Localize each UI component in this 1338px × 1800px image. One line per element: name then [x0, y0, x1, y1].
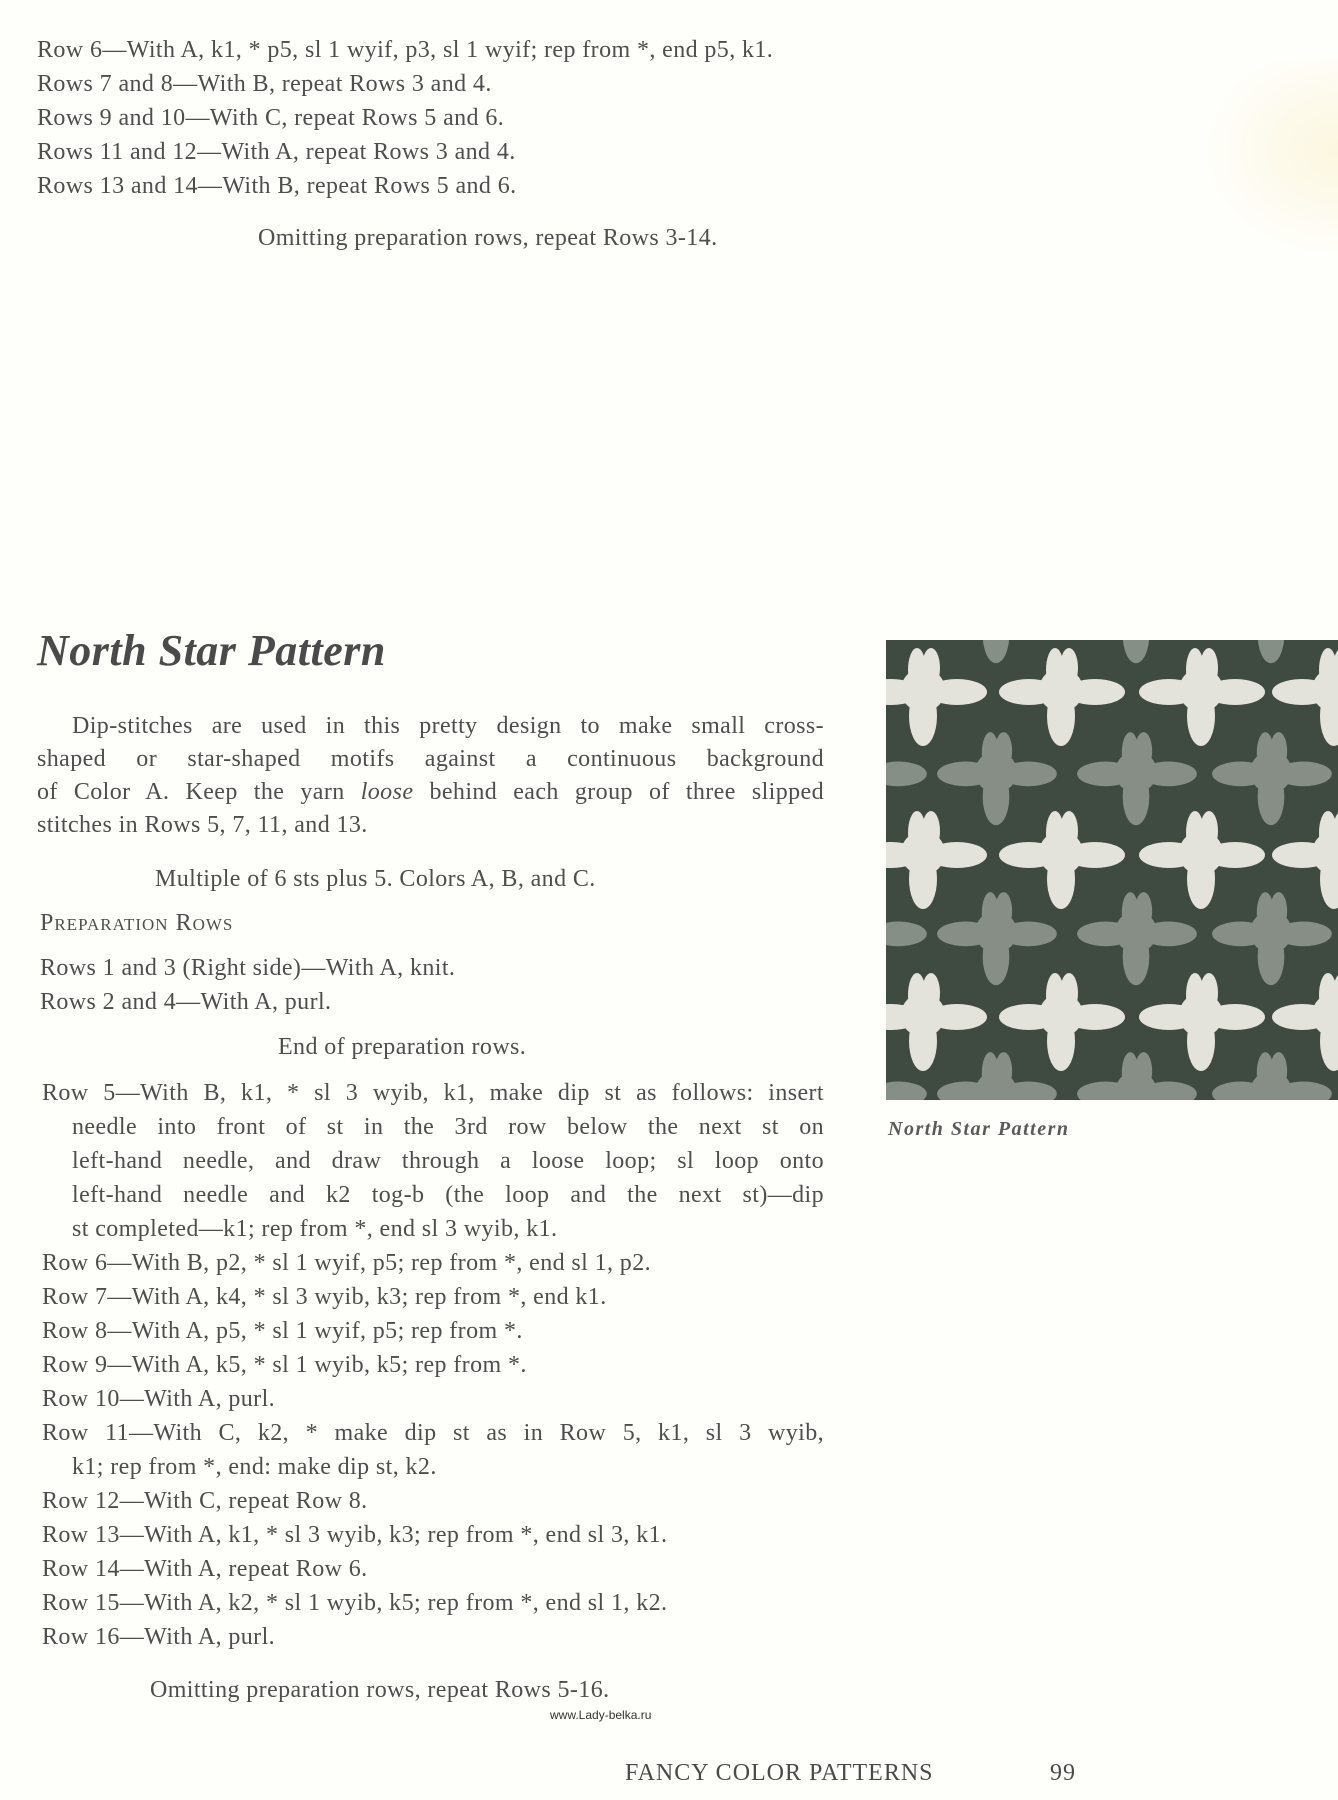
- intro-line: stitches in Rows 5, 7, 11, and 13.: [37, 812, 368, 838]
- intro-line: Dip-stitches are used in this pretty design to make small cross-: [72, 713, 824, 739]
- intro-line: shaped or star-shaped motifs against a continuous background: [37, 746, 824, 772]
- repeat-note: Omitting preparation rows, repeat Rows 3-14.: [258, 225, 718, 251]
- instruction-line: Row 6—With A, k1, * p5, sl 1 wyif, p3, sl 1 wyif; rep from *, end p5, k1.: [37, 37, 774, 63]
- preparation-row: Rows 1 and 3 (Right side)—With A, knit.: [40, 955, 456, 981]
- preparation-end-note: End of preparation rows.: [278, 1034, 527, 1060]
- row-line: Row 15—With A, k2, * sl 1 wyib, k5; rep from *, end sl 1, k2.: [42, 1590, 668, 1616]
- page-number: 99: [1050, 1760, 1076, 1786]
- watermark: www.Lady-belka.ru: [550, 1708, 652, 1722]
- row-line: k1; rep from *, end: make dip st, k2.: [72, 1454, 437, 1480]
- row-line: Row 14—With A, repeat Row 6.: [42, 1556, 368, 1582]
- row-line: st completed—k1; rep from *, end sl 3 wyib, k1.: [72, 1216, 558, 1242]
- multiple-note: Multiple of 6 sts plus 5. Colors A, B, and C.: [155, 866, 596, 892]
- row-line: Row 10—With A, purl.: [42, 1386, 276, 1412]
- row-line: Row 13—With A, k1, * sl 3 wyib, k3; rep from *, end sl 3, k1.: [42, 1522, 668, 1548]
- row-line: Row 16—With A, purl.: [42, 1624, 276, 1650]
- instruction-line: Rows 11 and 12—With A, repeat Rows 3 and 4.: [37, 139, 516, 165]
- row-line: left-hand needle, and draw through a loose loop; sl loop onto: [72, 1148, 824, 1174]
- intro-line: [37, 775, 824, 809]
- page-tint: [1198, 60, 1338, 260]
- instruction-line: Rows 9 and 10—With C, repeat Rows 5 and 6.: [37, 105, 505, 131]
- row-line: left-hand needle and k2 tog-b (the loop and the next st)—dip: [72, 1182, 824, 1208]
- row-line: Row 6—With B, p2, * sl 1 wyif, p5; rep from *, end sl 1, p2.: [42, 1250, 651, 1276]
- repeat-note: Omitting preparation rows, repeat Rows 5-16.: [150, 1677, 610, 1703]
- intro-text: behind each group of three slipped: [413, 779, 824, 805]
- row-line: Row 11—With C, k2, * make dip st as in Row 5, k1, sl 3 wyib,: [42, 1420, 824, 1446]
- swatch-photo: [886, 640, 1338, 1100]
- emphasis-loose: loose: [360, 779, 414, 805]
- intro-text: of Color A. Keep the yarn: [37, 779, 361, 805]
- preparation-row: Rows 2 and 4—With A, purl.: [40, 989, 332, 1015]
- row-line: Row 9—With A, k5, * sl 1 wyib, k5; rep from *.: [42, 1352, 527, 1378]
- photo-caption: North Star Pattern: [888, 1118, 1070, 1140]
- swatch-background: [886, 640, 1338, 1100]
- row-line: Row 12—With C, repeat Row 8.: [42, 1488, 368, 1514]
- row-line: Row 8—With A, p5, * sl 1 wyif, p5; rep from *.: [42, 1318, 523, 1344]
- instruction-line: Rows 13 and 14—With B, repeat Rows 5 and 6.: [37, 173, 517, 199]
- row-line: Row 5—With B, k1, * sl 3 wyib, k1, make dip st as follows: insert: [42, 1080, 824, 1106]
- preparation-heading: Preparation Rows: [40, 910, 234, 936]
- pattern-title: North Star Pattern: [37, 626, 386, 675]
- instruction-line: Rows 7 and 8—With B, repeat Rows 3 and 4.: [37, 71, 492, 97]
- running-footer: FANCY COLOR PATTERNS: [625, 1760, 934, 1786]
- row-line: needle into front of st in the 3rd row below the next st on: [72, 1114, 824, 1140]
- row-line: Row 7—With A, k4, * sl 3 wyib, k3; rep from *, end k1.: [42, 1284, 607, 1310]
